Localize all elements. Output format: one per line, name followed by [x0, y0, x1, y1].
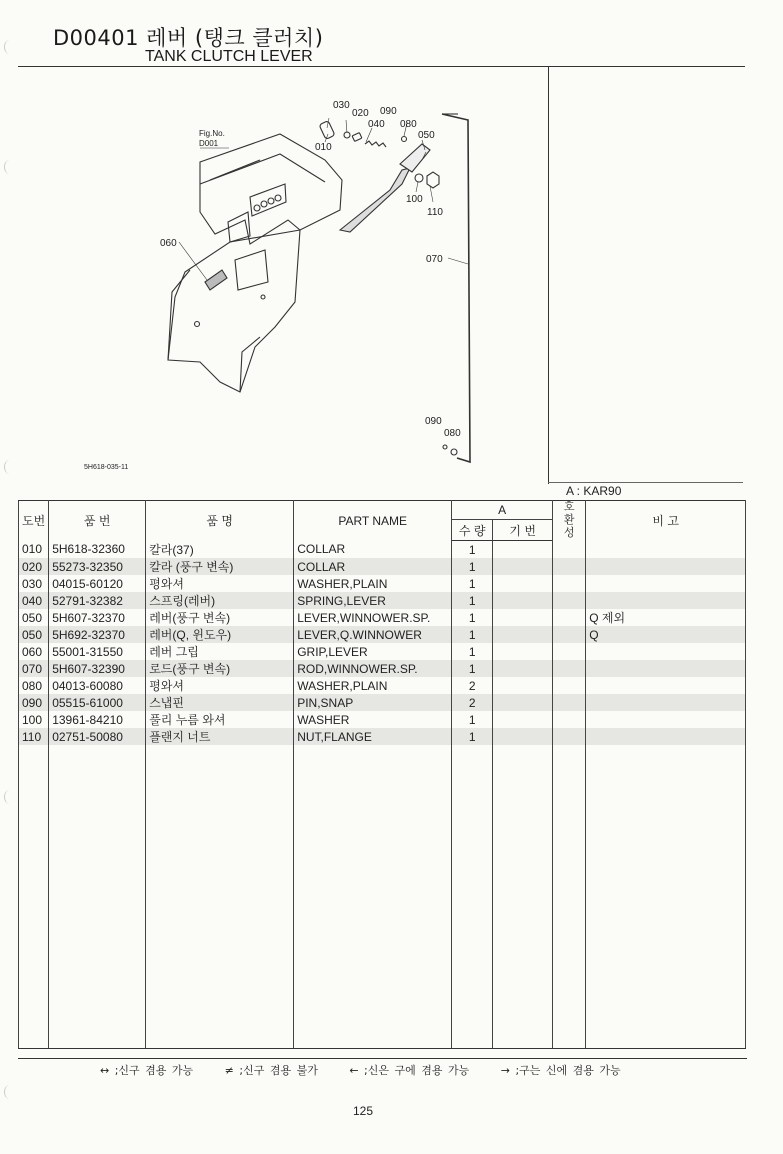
cell-part-no: 5H607-32390: [49, 660, 146, 677]
diagram-divider: [548, 66, 549, 484]
cell-part-name: PIN,SNAP: [294, 694, 452, 711]
cell-part-no: 13961-84210: [49, 711, 146, 728]
cell-part-name: GRIP,LEVER: [294, 643, 452, 660]
legend-item: → ;구는 신에 겸용 가능: [500, 1064, 621, 1077]
cell-name-kr: 평와셔: [146, 677, 294, 694]
cell-part-no: 5H607-32370: [49, 609, 146, 626]
cell-compat: [553, 626, 586, 643]
fig-code-label: D001: [199, 139, 219, 148]
cell-ref: 060: [19, 643, 49, 660]
cell-compat: [553, 558, 586, 575]
cell-part-name: WASHER: [294, 711, 452, 728]
table-row: [19, 677, 746, 694]
cell-part-no: 52791-32382: [49, 592, 146, 609]
punch-hole: [4, 1085, 15, 1099]
cell-qty: 1: [452, 711, 493, 728]
cell-compat: [553, 711, 586, 728]
cell-remarks: Q: [586, 626, 746, 643]
table-row: [19, 609, 746, 626]
cell-remarks: [586, 711, 746, 728]
cell-part-no: 55273-32350: [49, 558, 146, 575]
callout-020: 020: [352, 108, 369, 119]
callout-010: 010: [315, 142, 332, 153]
cell-name-kr: 로드(풍구 변속): [146, 660, 294, 677]
cell-name-kr: 레버(풍구 변속): [146, 609, 294, 626]
cell-name-kr: 스프링(레버): [146, 592, 294, 609]
table-row: [19, 694, 746, 711]
callout-110: 110: [427, 207, 443, 218]
cell-part-no: 5H692-32370: [49, 626, 146, 643]
col-part-no: 품 번: [49, 501, 146, 541]
cell-name-kr: 평와셔: [146, 575, 294, 592]
page-subtitle: TANK CLUTCH LEVER: [145, 48, 313, 65]
col-code: 기 번: [493, 520, 553, 541]
cell-code: [493, 660, 553, 677]
page-title: D00401 레버 (탱크 클러치): [53, 26, 324, 50]
cell-name-kr: 스냅핀: [146, 694, 294, 711]
cell-code: [493, 609, 553, 626]
callout-050: 050: [418, 130, 435, 141]
callout-080-lower: 080: [444, 428, 461, 439]
cell-compat: [553, 643, 586, 660]
cell-compat: [553, 677, 586, 694]
callout-090: 090: [380, 106, 397, 117]
callout-090-lower: 090: [425, 416, 442, 427]
cell-part-no: 04013-60080: [49, 677, 146, 694]
filler-cell: [146, 745, 294, 1049]
cell-part-no: 02751-50080: [49, 728, 146, 745]
cell-code: [493, 558, 553, 575]
cell-qty: 1: [452, 609, 493, 626]
table-row: [19, 643, 746, 660]
cell-part-name: LEVER,WINNOWER.SP.: [294, 609, 452, 626]
cell-ref: 070: [19, 660, 49, 677]
parts-table: [18, 500, 746, 1049]
cell-remarks: [586, 660, 746, 677]
cell-code: [493, 694, 553, 711]
col-part-name: PART NAME: [294, 501, 452, 541]
cell-part-name: WASHER,PLAIN: [294, 677, 452, 694]
legend-item: ≠ ;신구 겸용 불가: [224, 1064, 318, 1077]
parts-body: [19, 541, 746, 1049]
cell-name-kr: 칼라 (풍구 변속): [146, 558, 294, 575]
cell-part-name: WASHER,PLAIN: [294, 575, 452, 592]
table-row: [19, 626, 746, 643]
punch-hole: [4, 790, 15, 804]
cell-part-name: ROD,WINNOWER.SP.: [294, 660, 452, 677]
cell-ref: 080: [19, 677, 49, 694]
cell-part-name: SPRING,LEVER: [294, 592, 452, 609]
cell-code: [493, 643, 553, 660]
cell-qty: 1: [452, 558, 493, 575]
callout-040: 040: [368, 119, 385, 130]
filler-cell: [493, 745, 553, 1049]
cell-compat: [553, 541, 586, 559]
col-name-kr: 품 명: [146, 501, 294, 541]
cell-code: [493, 541, 553, 559]
diagram-labels: [84, 100, 461, 471]
cell-code: [493, 728, 553, 745]
callout-060: 060: [160, 238, 177, 249]
cell-part-no: 04015-60120: [49, 575, 146, 592]
cell-remarks: [586, 677, 746, 694]
cell-remarks: [586, 558, 746, 575]
filler-cell: [49, 745, 146, 1049]
cell-qty: 1: [452, 541, 493, 559]
cell-compat: [553, 609, 586, 626]
cell-remarks: [586, 643, 746, 660]
table-row: [19, 660, 746, 677]
cell-code: [493, 592, 553, 609]
table-row: [19, 592, 746, 609]
filler-cell: [19, 745, 49, 1049]
callout-100: 100: [406, 194, 423, 205]
fig-no-label: Fig.No.: [199, 129, 225, 138]
cell-code: [493, 711, 553, 728]
cell-remarks: [586, 575, 746, 592]
cell-qty: 1: [452, 575, 493, 592]
cell-remarks: Q 제외: [586, 609, 746, 626]
model-rule: [548, 482, 743, 483]
cell-qty: 1: [452, 626, 493, 643]
filler-cell: [586, 745, 746, 1049]
cell-compat: [553, 694, 586, 711]
cell-compat: [553, 728, 586, 745]
punch-hole: [4, 40, 15, 54]
page-number: 125: [353, 1104, 374, 1118]
cell-ref: 030: [19, 575, 49, 592]
exploded-diagram: [50, 92, 530, 482]
filler-cell: [553, 745, 586, 1049]
compatibility-legend: [100, 1062, 647, 1078]
callout-030: 030: [333, 100, 350, 111]
table-row: [19, 728, 746, 745]
cell-ref: 090: [19, 694, 49, 711]
cell-part-name: LEVER,Q.WINNOWER: [294, 626, 452, 643]
cell-part-no: 05515-61000: [49, 694, 146, 711]
drawing-code: 5H618-035-11: [84, 464, 129, 471]
cell-name-kr: 플랜지 너트: [146, 728, 294, 745]
cell-name-kr: 풀리 누름 와셔: [146, 711, 294, 728]
cell-ref: 010: [19, 541, 49, 559]
col-ref: 도번: [19, 501, 49, 541]
table-row: [19, 558, 746, 575]
cell-remarks: [586, 694, 746, 711]
cell-remarks: [586, 541, 746, 559]
model-label: A : KAR90: [566, 484, 622, 498]
cell-remarks: [586, 592, 746, 609]
col-remarks: 비 고: [586, 501, 746, 541]
header-rule: [18, 66, 745, 67]
cell-ref: 040: [19, 592, 49, 609]
cell-qty: 1: [452, 728, 493, 745]
cell-part-no: 55001-31550: [49, 643, 146, 660]
cell-compat: [553, 660, 586, 677]
cell-compat: [553, 575, 586, 592]
footer-rule: [18, 1058, 747, 1059]
table-filler: [19, 745, 746, 1049]
callout-080: 080: [400, 119, 417, 130]
cell-name-kr: 레버 그립: [146, 643, 294, 660]
punch-hole: [4, 160, 15, 174]
cell-ref: 100: [19, 711, 49, 728]
col-qty: 수 량: [452, 520, 493, 541]
filler-cell: [294, 745, 452, 1049]
punch-hole: [4, 460, 15, 474]
cell-name-kr: 칼라(37): [146, 541, 294, 559]
filler-cell: [452, 745, 493, 1049]
cell-part-no: 5H618-32360: [49, 541, 146, 559]
cell-code: [493, 575, 553, 592]
cell-ref: 050: [19, 626, 49, 643]
cell-ref: 110: [19, 728, 49, 745]
cell-code: [493, 677, 553, 694]
cell-qty: 1: [452, 660, 493, 677]
cell-part-name: COLLAR: [294, 541, 452, 559]
cell-ref: 050: [19, 609, 49, 626]
col-group-a: A: [452, 501, 553, 520]
col-compat: 호 환 성: [553, 501, 586, 541]
legend-item: ↔ ;신구 겸용 가능: [100, 1064, 194, 1077]
table-row: [19, 541, 746, 559]
callout-070: 070: [426, 254, 443, 265]
cell-qty: 2: [452, 694, 493, 711]
cell-part-name: COLLAR: [294, 558, 452, 575]
cell-remarks: [586, 728, 746, 745]
cell-name-kr: 레버(Q, 윈도우): [146, 626, 294, 643]
cell-compat: [553, 592, 586, 609]
cell-qty: 1: [452, 643, 493, 660]
cell-qty: 1: [452, 592, 493, 609]
cell-part-name: NUT,FLANGE: [294, 728, 452, 745]
cell-code: [493, 626, 553, 643]
legend-item: ← ;신은 구에 겸용 가능: [349, 1064, 470, 1077]
bracket-drawing: [168, 114, 470, 462]
cell-ref: 020: [19, 558, 49, 575]
table-row: [19, 575, 746, 592]
table-row: [19, 711, 746, 728]
cell-qty: 2: [452, 677, 493, 694]
table-header-row: [19, 501, 746, 520]
